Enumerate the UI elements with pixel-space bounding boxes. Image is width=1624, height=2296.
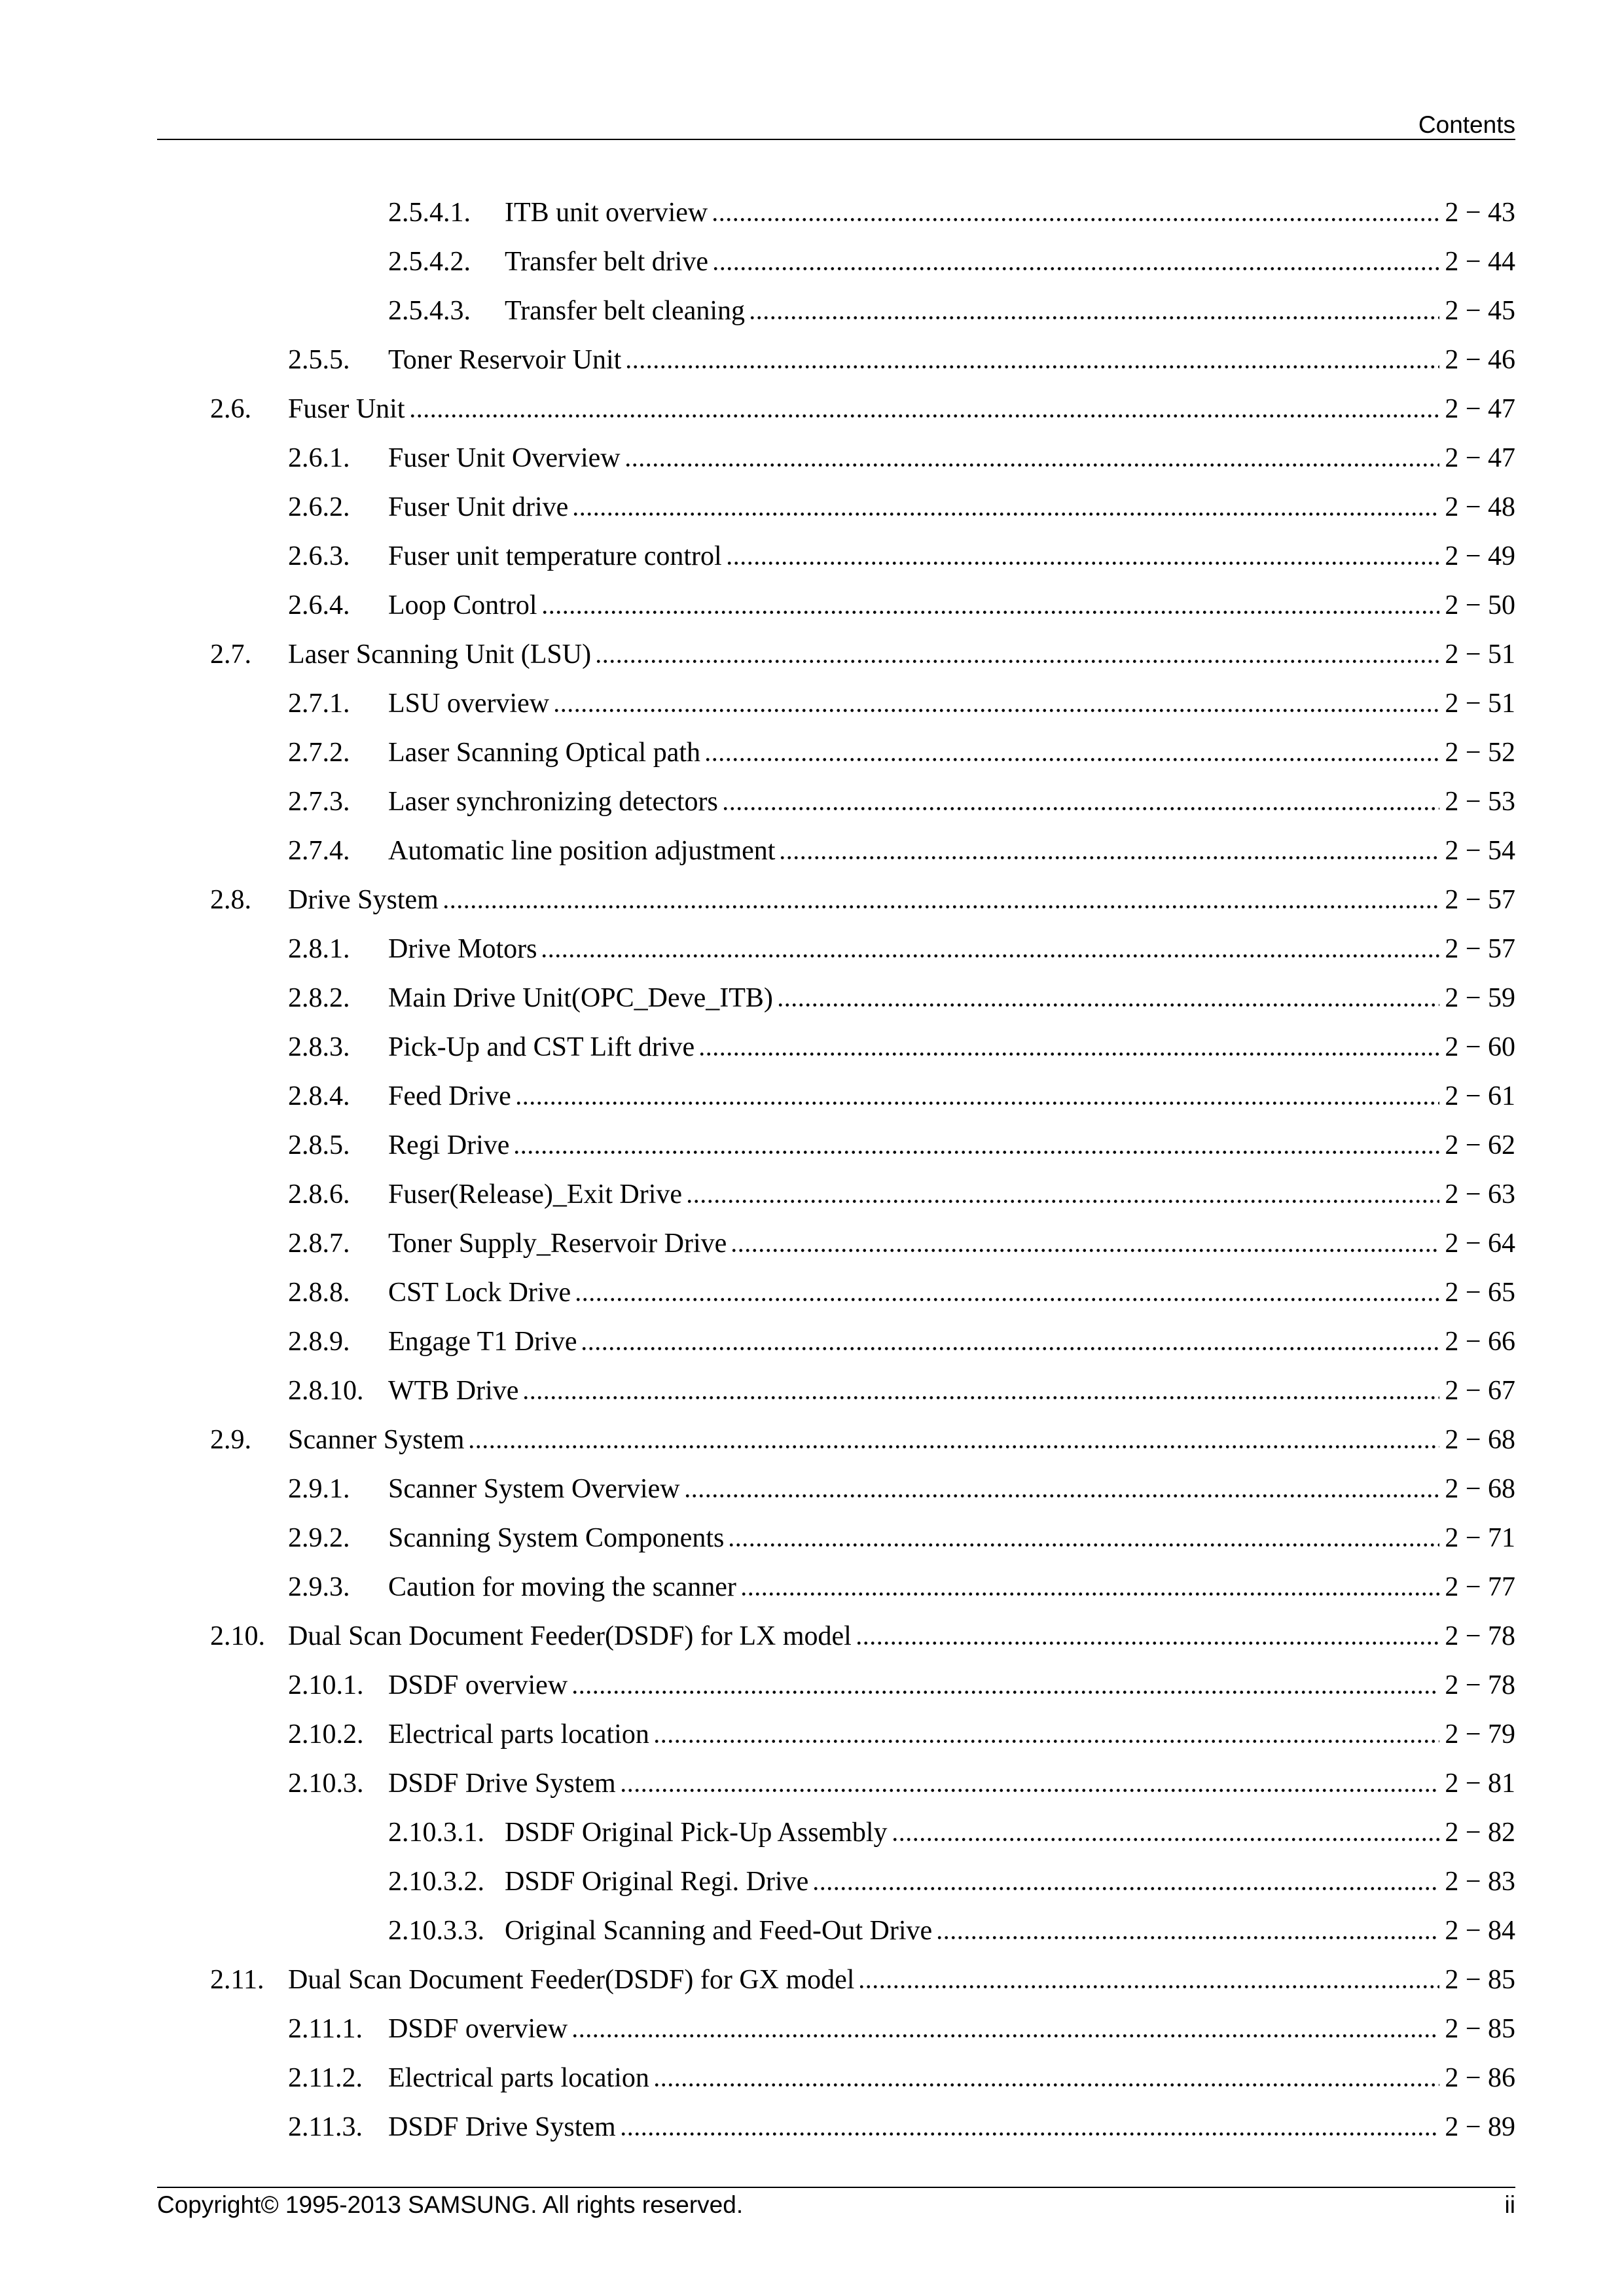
- toc-entry-title: Loop Control: [388, 590, 537, 620]
- toc-dot-leader: [515, 1102, 1440, 1105]
- toc-entry-page: 2 − 63: [1445, 1179, 1515, 1210]
- toc-entry-page: 2 − 68: [1445, 1474, 1515, 1504]
- toc-entry-page: 2 − 47: [1445, 394, 1515, 424]
- toc-dot-leader: [581, 1347, 1439, 1350]
- toc-entry[interactable]: [288, 1072, 1515, 1121]
- toc-entry[interactable]: [288, 2103, 1515, 2152]
- toc-entry-number: 2.7.1.: [288, 689, 350, 719]
- toc-entry-number: 2.11.1.: [288, 2014, 363, 2044]
- toc-entry[interactable]: [288, 2005, 1515, 2054]
- toc-entry-title: CST Lock Drive: [388, 1278, 571, 1308]
- toc-entry-page: 2 − 64: [1445, 1229, 1515, 1259]
- footer-rule: [157, 2187, 1515, 2188]
- toc-dot-leader: [653, 1740, 1439, 1743]
- toc-entry-title: Electrical parts location: [388, 1719, 649, 1749]
- toc-dot-leader: [728, 1543, 1439, 1547]
- toc-entry[interactable]: [288, 1121, 1515, 1170]
- toc-entry-title: Main Drive Unit(OPC_Deve_ITB): [388, 983, 773, 1013]
- toc-entry[interactable]: [288, 483, 1515, 532]
- toc-entry-number: 2.6.4.: [288, 590, 350, 620]
- toc-entry-title: Drive Motors: [388, 934, 537, 964]
- toc-dot-leader: [468, 1445, 1439, 1448]
- toc-entry-number: 2.7.3.: [288, 787, 350, 817]
- toc-dot-leader: [409, 414, 1440, 418]
- toc-entry[interactable]: [288, 974, 1515, 1023]
- toc-entry-number: 2.7.4.: [288, 836, 350, 866]
- toc-dot-leader: [892, 1838, 1440, 1841]
- toc-entry[interactable]: [288, 1563, 1515, 1612]
- toc-dot-leader: [712, 267, 1439, 270]
- toc-dot-leader: [777, 1003, 1439, 1007]
- toc-entry-page: 2 − 68: [1445, 1425, 1515, 1455]
- toc-dot-leader: [620, 1789, 1440, 1792]
- toc-entry-number: 2.8.1.: [288, 934, 350, 964]
- toc-entry-page: 2 − 89: [1445, 2112, 1515, 2142]
- toc-entry[interactable]: [388, 1808, 1515, 1857]
- toc-entry-page: 2 − 48: [1445, 492, 1515, 522]
- toc-entry-number: 2.10.3.3.: [388, 1916, 484, 1946]
- toc-dot-leader: [722, 807, 1439, 810]
- toc-entry-title: DSDF Original Pick-Up Assembly: [505, 1818, 888, 1848]
- toc-dot-leader: [936, 1936, 1439, 1939]
- toc-entry[interactable]: [288, 1710, 1515, 1759]
- toc-dot-leader: [749, 316, 1439, 319]
- header-rule: [157, 139, 1515, 140]
- running-header-title: Contents: [1418, 111, 1515, 138]
- toc-dot-leader: [704, 758, 1439, 761]
- toc-entry-page: 2 − 77: [1445, 1572, 1515, 1602]
- toc-entry[interactable]: [288, 728, 1515, 778]
- toc-entry-number: 2.10.1.: [288, 1670, 364, 1700]
- toc-entry-title: Laser Scanning Unit (LSU): [288, 639, 592, 670]
- toc-entry-page: 2 − 49: [1445, 541, 1515, 571]
- toc-dot-leader: [620, 2132, 1440, 2136]
- toc-entry-number: 2.6.3.: [288, 541, 350, 571]
- toc-entry-title: Scanner System: [288, 1425, 465, 1455]
- toc-entry[interactable]: [210, 385, 1515, 434]
- toc-dot-leader: [571, 1691, 1439, 1694]
- copyright-notice: Copyright© 1995-2013 SAMSUNG. All rights reserved.: [157, 2191, 744, 2218]
- toc-entry-page: 2 − 85: [1445, 2014, 1515, 2044]
- toc-entry-title: Caution for moving the scanner: [388, 1572, 736, 1602]
- table-of-contents: [0, 188, 1624, 2152]
- toc-entry-page: 2 − 66: [1445, 1327, 1515, 1357]
- toc-entry-title: Scanning System Components: [388, 1523, 725, 1553]
- toc-entry[interactable]: [288, 1318, 1515, 1367]
- toc-entry-page: 2 − 53: [1445, 787, 1515, 817]
- toc-entry-title: Fuser(Release)_Exit Drive: [388, 1179, 683, 1210]
- toc-entry[interactable]: [210, 876, 1515, 925]
- toc-entry-number: 2.10.3.1.: [388, 1818, 484, 1848]
- toc-entry-number: 2.5.5.: [288, 345, 350, 375]
- toc-dot-leader: [686, 1200, 1439, 1203]
- toc-entry-title: ITB unit overview: [505, 198, 708, 228]
- toc-entry-number: 2.8.4.: [288, 1081, 350, 1111]
- toc-entry[interactable]: [288, 1023, 1515, 1072]
- toc-entry-number: 2.10.3.2.: [388, 1867, 484, 1897]
- toc-entry-title: Transfer belt drive: [505, 247, 709, 277]
- toc-entry-page: 2 − 62: [1445, 1130, 1515, 1160]
- toc-entry-title: Drive System: [288, 885, 439, 915]
- toc-entry-page: 2 − 83: [1445, 1867, 1515, 1897]
- toc-entry-page: 2 − 44: [1445, 247, 1515, 277]
- toc-entry-page: 2 − 86: [1445, 2063, 1515, 2093]
- toc-entry-page: 2 − 57: [1445, 934, 1515, 964]
- toc-entry-title: Fuser Unit Overview: [388, 443, 621, 473]
- toc-entry-number: 2.10.2.: [288, 1719, 364, 1749]
- toc-entry-number: 2.5.4.3.: [388, 296, 471, 326]
- toc-entry-page: 2 − 52: [1445, 738, 1515, 768]
- toc-entry-title: Toner Supply_Reservoir Drive: [388, 1229, 727, 1259]
- toc-entry-page: 2 − 43: [1445, 198, 1515, 228]
- toc-entry-page: 2 − 71: [1445, 1523, 1515, 1553]
- toc-entry-page: 2 − 46: [1445, 345, 1515, 375]
- toc-entry-number: 2.8.3.: [288, 1032, 350, 1062]
- toc-entry-page: 2 − 79: [1445, 1719, 1515, 1749]
- toc-entry[interactable]: [388, 238, 1515, 287]
- toc-entry[interactable]: [388, 188, 1515, 238]
- toc-entry-number: 2.9.: [210, 1425, 251, 1455]
- toc-dot-leader: [541, 611, 1440, 614]
- toc-entry-number: 2.8.: [210, 885, 251, 915]
- toc-entry-number: 2.8.10.: [288, 1376, 364, 1406]
- toc-dot-leader: [726, 562, 1440, 565]
- toc-entry[interactable]: [388, 1907, 1515, 1956]
- toc-entry[interactable]: [288, 2054, 1515, 2103]
- toc-entry-title: Dual Scan Document Feeder(DSDF) for GX model: [288, 1965, 855, 1995]
- toc-entry-number: 2.9.3.: [288, 1572, 350, 1602]
- toc-dot-leader: [541, 954, 1439, 958]
- toc-entry[interactable]: [288, 1465, 1515, 1514]
- toc-entry-title: Electrical parts location: [388, 2063, 649, 2093]
- toc-dot-leader: [571, 2034, 1439, 2037]
- toc-entry[interactable]: [288, 336, 1515, 385]
- toc-entry-page: 2 − 78: [1445, 1670, 1515, 1700]
- toc-entry-page: 2 − 47: [1445, 443, 1515, 473]
- toc-entry-title: Toner Reservoir Unit: [388, 345, 622, 375]
- toc-dot-leader: [858, 1985, 1439, 1988]
- toc-entry[interactable]: [288, 925, 1515, 974]
- toc-entry-page: 2 − 51: [1445, 689, 1515, 719]
- toc-entry-title: Laser Scanning Optical path: [388, 738, 701, 768]
- toc-dot-leader: [625, 365, 1439, 368]
- toc-entry[interactable]: [288, 1170, 1515, 1219]
- toc-entry-page: 2 − 67: [1445, 1376, 1515, 1406]
- toc-entry-number: 2.7.2.: [288, 738, 350, 768]
- toc-dot-leader: [779, 856, 1439, 859]
- toc-dot-leader: [513, 1151, 1439, 1154]
- toc-entry-title: Scanner System Overview: [388, 1474, 680, 1504]
- toc-entry[interactable]: [288, 434, 1515, 483]
- toc-entry[interactable]: [288, 778, 1515, 827]
- toc-entry-number: 2.9.1.: [288, 1474, 350, 1504]
- toc-entry-page: 2 − 50: [1445, 590, 1515, 620]
- toc-entry[interactable]: [288, 1514, 1515, 1563]
- toc-entry-title: Regi Drive: [388, 1130, 510, 1160]
- toc-entry[interactable]: [288, 1268, 1515, 1318]
- toc-entry-number: 2.7.: [210, 639, 251, 670]
- toc-dot-leader: [572, 512, 1439, 516]
- toc-entry-title: Transfer belt cleaning: [505, 296, 746, 326]
- toc-entry-number: 2.10.3.: [288, 1768, 364, 1799]
- toc-dot-leader: [731, 1249, 1439, 1252]
- toc-entry-title: Automatic line position adjustment: [388, 836, 776, 866]
- toc-entry[interactable]: [288, 827, 1515, 876]
- toc-entry-number: 2.8.5.: [288, 1130, 350, 1160]
- toc-dot-leader: [575, 1298, 1439, 1301]
- toc-entry-number: 2.6.: [210, 394, 251, 424]
- toc-entry-number: 2.8.6.: [288, 1179, 350, 1210]
- toc-entry-title: Pick-Up and CST Lift drive: [388, 1032, 695, 1062]
- toc-entry-title: Fuser Unit drive: [388, 492, 569, 522]
- toc-entry-title: DSDF Drive System: [388, 1768, 616, 1799]
- toc-entry-page: 2 − 57: [1445, 885, 1515, 915]
- toc-entry-page: 2 − 61: [1445, 1081, 1515, 1111]
- toc-entry-number: 2.11.: [210, 1965, 264, 1995]
- toc-dot-leader: [740, 1592, 1439, 1596]
- toc-entry[interactable]: [288, 532, 1515, 581]
- toc-entry-title: DSDF Original Regi. Drive: [505, 1867, 809, 1897]
- toc-dot-leader: [553, 709, 1439, 712]
- toc-entry-page: 2 − 81: [1445, 1768, 1515, 1799]
- toc-dot-leader: [812, 1887, 1439, 1890]
- toc-entry-number: 2.8.8.: [288, 1278, 350, 1308]
- toc-entry-title: DSDF overview: [388, 1670, 568, 1700]
- toc-entry-title: Fuser Unit: [288, 394, 405, 424]
- toc-entry-number: 2.8.9.: [288, 1327, 350, 1357]
- toc-entry-page: 2 − 84: [1445, 1916, 1515, 1946]
- toc-entry[interactable]: [288, 1661, 1515, 1710]
- toc-entry-number: 2.6.2.: [288, 492, 350, 522]
- toc-entry-number: 2.5.4.2.: [388, 247, 471, 277]
- toc-entry-page: 2 − 65: [1445, 1278, 1515, 1308]
- toc-dot-leader: [595, 660, 1439, 663]
- toc-entry[interactable]: [388, 1857, 1515, 1907]
- toc-entry-page: 2 − 60: [1445, 1032, 1515, 1062]
- toc-entry-title: Feed Drive: [388, 1081, 511, 1111]
- toc-entry-page: 2 − 85: [1445, 1965, 1515, 1995]
- toc-entry[interactable]: [288, 1367, 1515, 1416]
- toc-entry-title: DSDF overview: [388, 2014, 568, 2044]
- toc-entry-title: Engage T1 Drive: [388, 1327, 577, 1357]
- toc-entry-title: Dual Scan Document Feeder(DSDF) for LX model: [288, 1621, 852, 1651]
- toc-entry-title: Fuser unit temperature control: [388, 541, 722, 571]
- toc-entry-number: 2.11.3.: [288, 2112, 363, 2142]
- toc-entry-title: Laser synchronizing detectors: [388, 787, 718, 817]
- toc-entry-title: LSU overview: [388, 689, 550, 719]
- toc-dot-leader: [698, 1052, 1439, 1056]
- toc-entry[interactable]: [210, 1416, 1515, 1465]
- toc-entry[interactable]: [288, 1759, 1515, 1808]
- toc-dot-leader: [624, 463, 1440, 467]
- toc-entry-page: 2 − 45: [1445, 296, 1515, 326]
- toc-dot-leader: [712, 218, 1439, 221]
- toc-dot-leader: [653, 2083, 1439, 2087]
- toc-entry-number: 2.11.2.: [288, 2063, 363, 2093]
- toc-entry-number: 2.9.2.: [288, 1523, 350, 1553]
- toc-entry-page: 2 − 78: [1445, 1621, 1515, 1651]
- toc-entry-page: 2 − 54: [1445, 836, 1515, 866]
- toc-dot-leader: [442, 905, 1440, 908]
- toc-entry-page: 2 − 82: [1445, 1818, 1515, 1848]
- toc-entry-title: Original Scanning and Feed-Out Drive: [505, 1916, 933, 1946]
- toc-entry-number: 2.10.: [210, 1621, 265, 1651]
- toc-entry[interactable]: [210, 630, 1515, 679]
- toc-entry[interactable]: [288, 1219, 1515, 1268]
- toc-entry-title: WTB Drive: [388, 1376, 519, 1406]
- toc-entry[interactable]: [288, 581, 1515, 630]
- toc-entry[interactable]: [388, 287, 1515, 336]
- toc-entry[interactable]: [210, 1956, 1515, 2005]
- toc-entry-number: 2.8.2.: [288, 983, 350, 1013]
- toc-entry-number: 2.5.4.1.: [388, 198, 471, 228]
- toc-entry[interactable]: [288, 679, 1515, 728]
- toc-entry-page: 2 − 51: [1445, 639, 1515, 670]
- toc-dot-leader: [856, 1641, 1440, 1645]
- toc-entry[interactable]: [210, 1612, 1515, 1661]
- toc-dot-leader: [684, 1494, 1440, 1498]
- page-number: ii: [1504, 2191, 1515, 2218]
- toc-dot-leader: [522, 1396, 1439, 1399]
- toc-entry-number: 2.8.7.: [288, 1229, 350, 1259]
- toc-entry-number: 2.6.1.: [288, 443, 350, 473]
- toc-entry-title: DSDF Drive System: [388, 2112, 616, 2142]
- toc-entry-page: 2 − 59: [1445, 983, 1515, 1013]
